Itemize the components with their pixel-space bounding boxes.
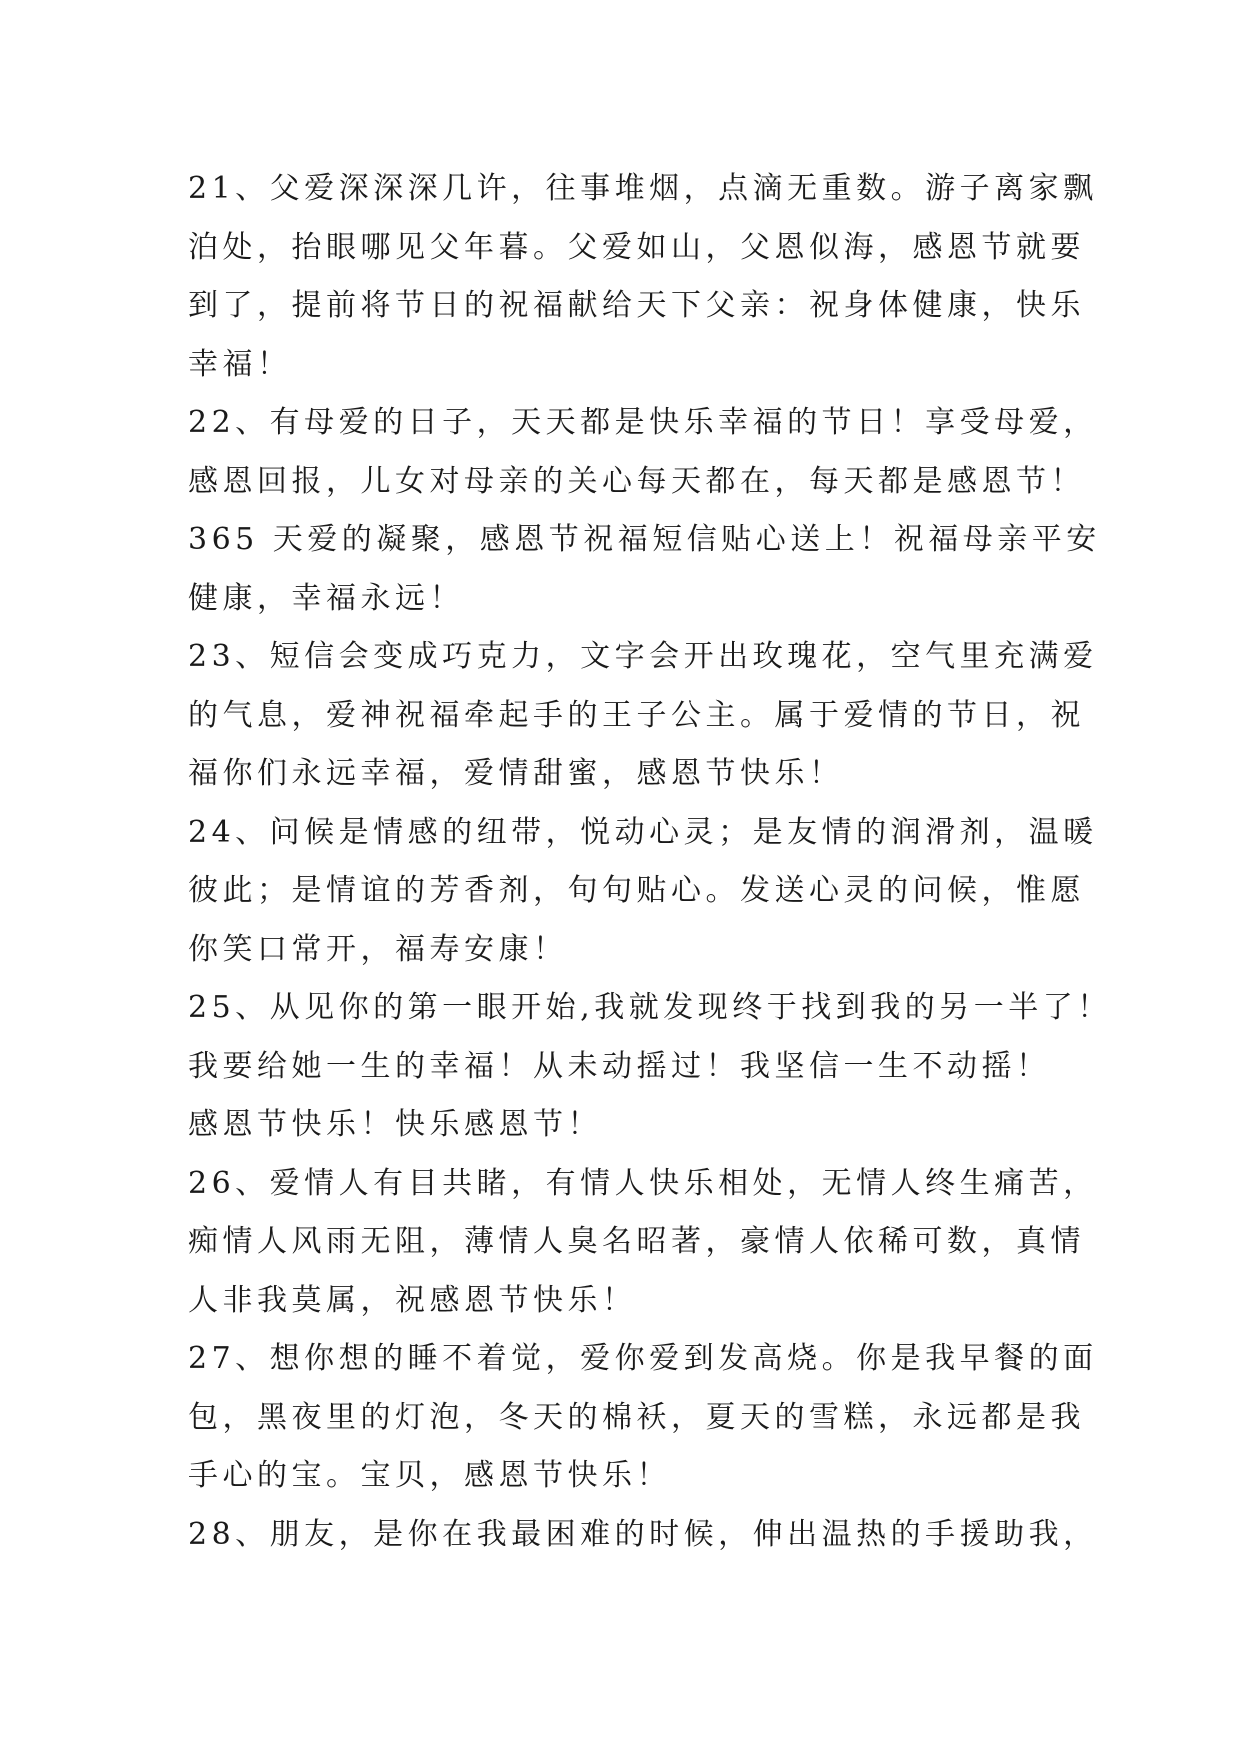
text-line: 的气息，爱神祝福牵起手的王子公主。属于爱情的节日，祝	[188, 697, 1085, 733]
text-line: 手心的宝。宝贝，感恩节快乐！	[188, 1458, 671, 1493]
text-line: 到了，提前将节日的祝福献给天下父亲：祝身体健康，快乐	[188, 288, 1085, 323]
text-line: 26、爱情人有目共睹，有情人快乐相处，无情人终生痛苦，	[188, 1165, 1098, 1201]
text-line: 健康，幸福永远！	[188, 580, 464, 616]
text-line: 感恩节快乐！快乐感恩节！	[188, 1107, 602, 1142]
text-line: 泊处，抬眼哪见父年暮。父爱如山，父恩似海，感恩节就要	[188, 229, 1085, 265]
text-line: 27、想你想的睡不着觉，爱你爱到发高烧。你是我早餐的面	[188, 1341, 1098, 1376]
text-line: 23、短信会变成巧克力，文字会开出玫瑰花，空气里充满爱	[188, 639, 1098, 674]
text-line: 24、问候是情感的纽带，悦动心灵；是友情的润滑剂，温暖	[188, 814, 1098, 850]
text-line: 包，黑夜里的灯泡，冬天的棉袄，夏天的雪糕，永远都是我	[188, 1399, 1085, 1435]
text-line: 28、朋友，是你在我最困难的时候，伸出温热的手援助我，	[188, 1516, 1098, 1552]
text-line: 感恩回报，儿女对母亲的关心每天都在，每天都是感恩节！	[188, 463, 1085, 499]
text-line: 22、有母爱的日子，天天都是快乐幸福的节日！享受母爱，	[188, 405, 1098, 440]
text-line: 365 天爱的凝聚，感恩节祝福短信贴心送上！祝福母亲平安	[188, 522, 1101, 557]
text-line: 我要给她一生的幸福！从未动摇过！我坚信一生不动摇！	[188, 1048, 1051, 1084]
text-line: 幸福！	[188, 346, 292, 382]
text-line: 人非我莫属，祝感恩节快乐！	[188, 1282, 637, 1318]
text-line: 25、从见你的第一眼开始,我就发现终于找到我的另一半了！	[188, 990, 1112, 1025]
text-line: 彼此；是情谊的芳香剂，句句贴心。发送心灵的问候，惟愿	[188, 873, 1085, 908]
text-line: 21、父爱深深深几许，往事堆烟，点滴无重数。游子离家飘	[188, 171, 1098, 206]
document-body	[188, 160, 1112, 1564]
text-line: 痴情人风雨无阻，薄情人臭名昭著，豪情人依稀可数，真情	[188, 1224, 1085, 1259]
text-line: 福你们永远幸福，爱情甜蜜，感恩节快乐！	[188, 756, 844, 791]
text-line: 你笑口常开，福寿安康！	[188, 931, 568, 967]
